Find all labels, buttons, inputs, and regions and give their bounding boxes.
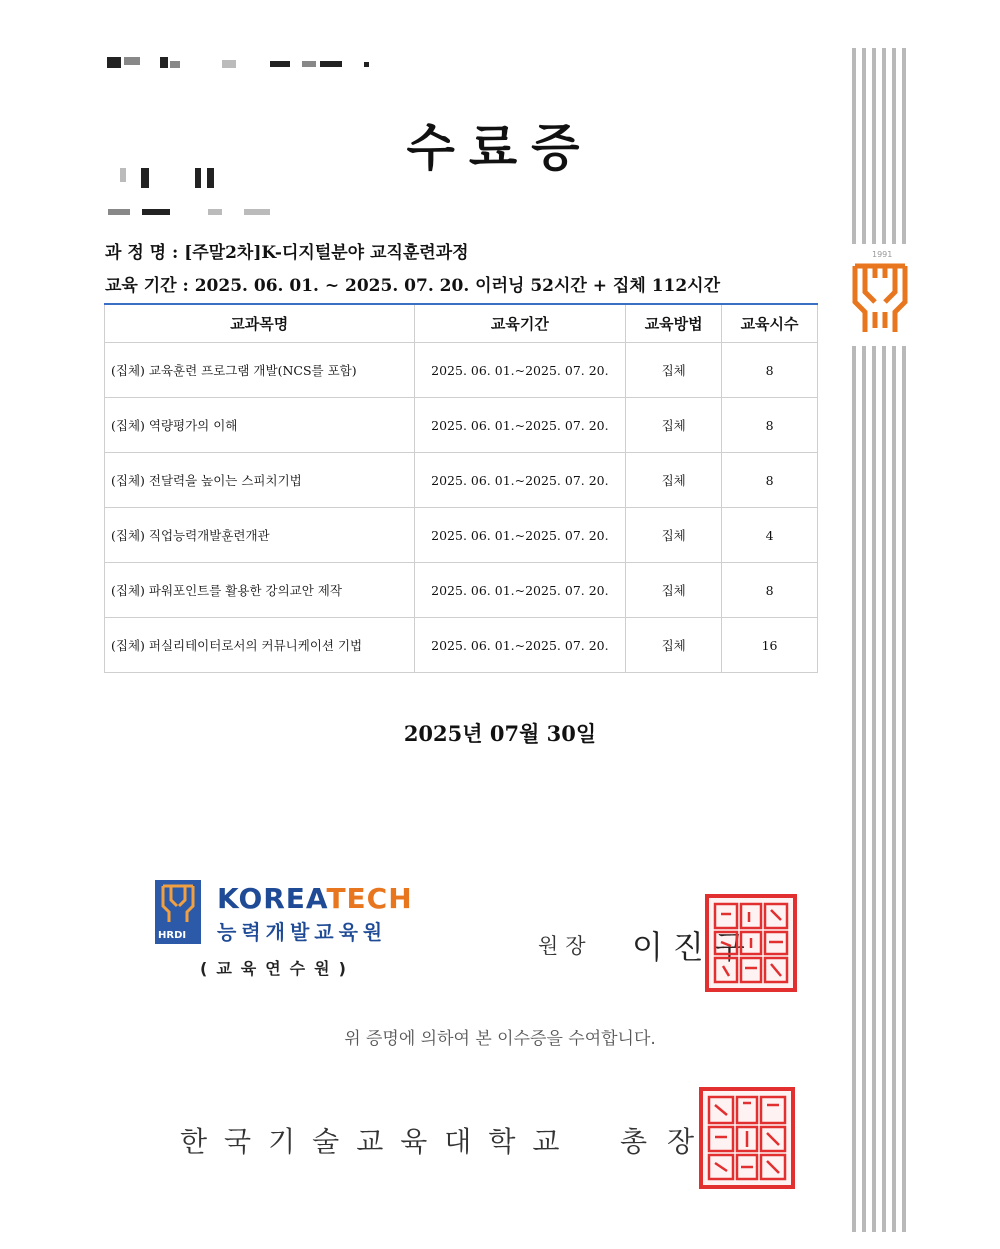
hours-cell: 8 <box>722 343 818 398</box>
course-table <box>104 303 818 673</box>
certificate-title: 수료증 <box>406 119 594 177</box>
table-row <box>105 508 818 563</box>
director-title: 원장 <box>538 934 593 958</box>
logo-parenthetical: (교육연수원) <box>200 959 355 978</box>
subject-cell: (집체) 역량평가의 이해 <box>105 398 415 453</box>
director-name: 이진구 <box>632 928 755 966</box>
logo-wordmark-main: KOREA <box>217 882 327 915</box>
column-header-period: 교육기간 <box>414 304 626 343</box>
table-header-row <box>105 304 818 343</box>
decorative-stripes-top <box>852 48 908 244</box>
subject-cell: (집체) 직업능력개발훈련개관 <box>105 508 415 563</box>
logo-subtitle: 능력개발교육원 <box>217 920 388 944</box>
hours-cell: 8 <box>722 563 818 618</box>
university-name: 한국기술교육대학교 <box>180 1125 577 1158</box>
period-cell: 2025. 06. 01.~2025. 07. 20. <box>414 618 626 673</box>
method-cell: 집체 <box>626 343 722 398</box>
column-header-method: 교육방법 <box>626 304 722 343</box>
founding-year: 1991 <box>872 250 893 259</box>
period-cell: 2025. 06. 01.~2025. 07. 20. <box>414 508 626 563</box>
subject-cell: (집체) 교육훈련 프로그램 개발(NCS를 포함) <box>105 343 415 398</box>
hours-cell: 4 <box>722 508 818 563</box>
course-name: 과 정 명 : [주말2차]K-디지털분야 교직훈련과정 <box>105 243 469 263</box>
president-seal-icon <box>699 1087 795 1189</box>
method-cell: 집체 <box>626 618 722 673</box>
logo-badge: HRDI <box>158 930 187 941</box>
method-cell: 집체 <box>626 563 722 618</box>
period-cell: 2025. 06. 01.~2025. 07. 20. <box>414 563 626 618</box>
period-cell: 2025. 06. 01.~2025. 07. 20. <box>414 343 626 398</box>
table-row <box>105 453 818 508</box>
education-period: 교육 기간 : 2025. 06. 01. ~ 2025. 07. 20. 이러닝 52시간 + 집체 112시간 <box>105 276 721 296</box>
column-header-hours: 교육시수 <box>722 304 818 343</box>
hours-cell: 8 <box>722 453 818 508</box>
logo-wordmark-accent: TECH <box>326 882 413 915</box>
method-cell: 집체 <box>626 508 722 563</box>
university-emblem-icon <box>851 262 909 334</box>
logo-wordmark <box>217 882 413 915</box>
subject-cell: (집체) 전달력을 높이는 스피치기법 <box>105 453 415 508</box>
table-row <box>105 398 818 453</box>
column-header-subject: 교과목명 <box>105 304 415 343</box>
president-title: 총장 <box>620 1125 715 1158</box>
subject-cell: (집체) 파워포인트를 활용한 강의교안 제작 <box>105 563 415 618</box>
certification-statement: 위 증명에 의하여 본 이수증을 수여합니다. <box>344 1029 656 1049</box>
table-row <box>105 618 818 673</box>
method-cell: 집체 <box>626 453 722 508</box>
director-seal-icon <box>705 894 797 992</box>
period-cell: 2025. 06. 01.~2025. 07. 20. <box>414 453 626 508</box>
hours-cell: 8 <box>722 398 818 453</box>
issue-date: 2025년 07월 30일 <box>403 721 597 746</box>
table-row <box>105 563 818 618</box>
table-row <box>105 343 818 398</box>
decorative-stripes-bottom <box>852 346 908 1232</box>
subject-cell: (집체) 퍼실리테이터로서의 커뮤니케이션 기법 <box>105 618 415 673</box>
hours-cell: 16 <box>722 618 818 673</box>
period-cell: 2025. 06. 01.~2025. 07. 20. <box>414 398 626 453</box>
method-cell: 집체 <box>626 398 722 453</box>
